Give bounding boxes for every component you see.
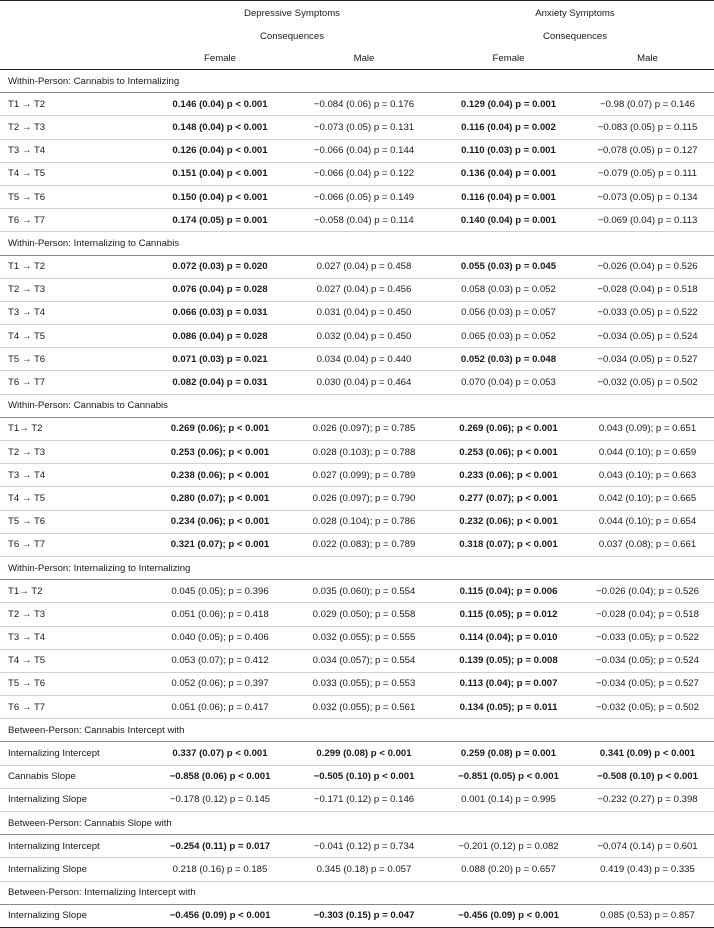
table-row (0, 139, 714, 162)
value-cell: 0.337 (0.07) p < 0.001 (148, 742, 292, 765)
value-cell: 0.058 (0.03) p = 0.052 (436, 278, 581, 301)
section-title: Within-Person: Internalizing to Internalizing (0, 556, 714, 579)
section-header (0, 232, 714, 255)
value-cell: 0.299 (0.08) p < 0.001 (292, 742, 436, 765)
value-cell: 0.139 (0.05); p = 0.008 (436, 649, 581, 672)
value-cell: 0.076 (0.04) p = 0.028 (148, 278, 292, 301)
value-cell: 0.126 (0.04) p < 0.001 (148, 139, 292, 162)
row-label: T5 → T6 (0, 348, 148, 371)
table-row (0, 255, 714, 278)
value-cell: −0.033 (0.05) p = 0.522 (581, 301, 714, 324)
value-cell: 0.129 (0.04) p = 0.001 (436, 93, 581, 116)
value-cell: 0.234 (0.06); p < 0.001 (148, 510, 292, 533)
value-cell: −0.303 (0.15) p = 0.047 (292, 904, 436, 927)
value-cell: −0.254 (0.11) p = 0.017 (148, 835, 292, 858)
value-cell: 0.136 (0.04) p = 0.001 (436, 162, 581, 185)
row-label: T3 → T4 (0, 139, 148, 162)
value-cell: 0.044 (0.10); p = 0.654 (581, 510, 714, 533)
row-label: T3 → T4 (0, 301, 148, 324)
value-cell: 0.070 (0.04) p = 0.053 (436, 371, 581, 394)
value-cell: 0.088 (0.20) p = 0.657 (436, 858, 581, 881)
value-cell: 0.086 (0.04) p = 0.028 (148, 325, 292, 348)
value-cell: 0.022 (0.083); p = 0.789 (292, 533, 436, 556)
value-cell: −0.066 (0.04) p = 0.144 (292, 139, 436, 162)
row-label: T2 → T3 (0, 278, 148, 301)
section-title: Within-Person: Cannabis to Internalizing (0, 70, 714, 93)
value-cell: 0.026 (0.097); p = 0.790 (292, 487, 436, 510)
table-row (0, 441, 714, 464)
value-cell: −0.066 (0.04) p = 0.122 (292, 162, 436, 185)
value-cell: 0.065 (0.03) p = 0.052 (436, 325, 581, 348)
value-cell: 0.030 (0.04) p = 0.464 (292, 371, 436, 394)
value-cell: 0.072 (0.03) p = 0.020 (148, 255, 292, 278)
value-cell: 0.232 (0.06); p < 0.001 (436, 510, 581, 533)
value-cell: 0.040 (0.05); p = 0.406 (148, 626, 292, 649)
table-row (0, 533, 714, 556)
table-row (0, 858, 714, 881)
row-label: T3 → T4 (0, 464, 148, 487)
value-cell: −0.026 (0.04); p = 0.526 (581, 580, 714, 603)
section-header (0, 719, 714, 742)
value-cell: 0.110 (0.03) p = 0.001 (436, 139, 581, 162)
header-male-depressive: Male (292, 47, 436, 70)
row-label: T4 → T5 (0, 162, 148, 185)
value-cell: 0.218 (0.16) p = 0.185 (148, 858, 292, 881)
value-cell: 0.082 (0.04) p = 0.031 (148, 371, 292, 394)
header-female-depressive: Female (148, 47, 292, 70)
value-cell: 0.238 (0.06); p < 0.001 (148, 464, 292, 487)
value-cell: 0.269 (0.06); p < 0.001 (436, 417, 581, 440)
value-cell: −0.171 (0.12) p = 0.146 (292, 788, 436, 811)
value-cell: 0.053 (0.07); p = 0.412 (148, 649, 292, 672)
value-cell: 0.043 (0.10); p = 0.663 (581, 464, 714, 487)
value-cell: 0.032 (0.055); p = 0.561 (292, 696, 436, 719)
row-label: T1 → T2 (0, 255, 148, 278)
table-row (0, 371, 714, 394)
table-row (0, 580, 714, 603)
value-cell: −0.033 (0.05); p = 0.522 (581, 626, 714, 649)
section-header (0, 394, 714, 417)
value-cell: 0.148 (0.04) p < 0.001 (148, 116, 292, 139)
row-label: T6 → T7 (0, 696, 148, 719)
table-row (0, 788, 714, 811)
row-label: T6 → T7 (0, 209, 148, 232)
value-cell: 0.001 (0.14) p = 0.995 (436, 788, 581, 811)
table-row (0, 904, 714, 927)
value-cell: 0.029 (0.050); p = 0.558 (292, 603, 436, 626)
value-cell: 0.027 (0.04) p = 0.458 (292, 255, 436, 278)
value-cell: 0.042 (0.10); p = 0.665 (581, 487, 714, 510)
row-label: T2 → T3 (0, 116, 148, 139)
header-corner (0, 1, 148, 29)
header-group-anxiety (436, 1, 714, 29)
value-cell: 0.151 (0.04) p < 0.001 (148, 162, 292, 185)
value-cell: −0.079 (0.05) p = 0.111 (581, 162, 714, 185)
value-cell: −0.083 (0.05) p = 0.115 (581, 116, 714, 139)
value-cell: 0.321 (0.07); p < 0.001 (148, 533, 292, 556)
value-cell: 0.115 (0.05); p = 0.012 (436, 603, 581, 626)
table-row (0, 649, 714, 672)
row-label: T4 → T5 (0, 325, 148, 348)
table-row (0, 162, 714, 185)
row-label: T6 → T7 (0, 371, 148, 394)
value-cell: −0.069 (0.04) p = 0.113 (581, 209, 714, 232)
value-cell: −0.178 (0.12) p = 0.145 (148, 788, 292, 811)
section-title: Between-Person: Internalizing Intercept with (0, 881, 714, 904)
table-row (0, 93, 714, 116)
value-cell: 0.150 (0.04) p < 0.001 (148, 185, 292, 208)
table-row (0, 278, 714, 301)
row-label: T5 → T6 (0, 672, 148, 695)
table-header (0, 1, 714, 70)
table-row (0, 487, 714, 510)
row-label: Internalizing Slope (0, 788, 148, 811)
value-cell: −0.505 (0.10) p < 0.001 (292, 765, 436, 788)
table-row (0, 672, 714, 695)
value-cell: 0.134 (0.05); p = 0.011 (436, 696, 581, 719)
value-cell: 0.052 (0.03) p = 0.048 (436, 348, 581, 371)
header-female-anxiety: Female (436, 47, 581, 70)
value-cell: −0.98 (0.07) p = 0.146 (581, 93, 714, 116)
table-row (0, 417, 714, 440)
value-cell: −0.078 (0.05) p = 0.127 (581, 139, 714, 162)
value-cell: −0.034 (0.05); p = 0.524 (581, 649, 714, 672)
value-cell: −0.034 (0.05); p = 0.527 (581, 672, 714, 695)
value-cell: 0.071 (0.03) p = 0.021 (148, 348, 292, 371)
value-cell: 0.115 (0.04); p = 0.006 (436, 580, 581, 603)
table-row (0, 696, 714, 719)
header-consequences-depressive (148, 28, 436, 47)
value-cell: 0.253 (0.06); p < 0.001 (436, 441, 581, 464)
table-row (0, 742, 714, 765)
row-label: T1→ T2 (0, 580, 148, 603)
value-cell: 0.277 (0.07); p < 0.001 (436, 487, 581, 510)
value-cell: 0.051 (0.06); p = 0.417 (148, 696, 292, 719)
section-header (0, 556, 714, 579)
value-cell: 0.027 (0.099); p = 0.789 (292, 464, 436, 487)
value-cell: −0.066 (0.05) p = 0.149 (292, 185, 436, 208)
row-label: T2 → T3 (0, 441, 148, 464)
value-cell: 0.116 (0.04) p = 0.002 (436, 116, 581, 139)
header-consequences-anxiety-label: Consequences (442, 28, 708, 47)
value-cell: −0.074 (0.14) p = 0.601 (581, 835, 714, 858)
value-cell: 0.032 (0.055); p = 0.555 (292, 626, 436, 649)
value-cell: 0.033 (0.055); p = 0.553 (292, 672, 436, 695)
value-cell: −0.073 (0.05) p = 0.134 (581, 185, 714, 208)
row-label: T5 → T6 (0, 185, 148, 208)
value-cell: 0.026 (0.097); p = 0.785 (292, 417, 436, 440)
value-cell: 0.032 (0.04) p = 0.450 (292, 325, 436, 348)
header-group-depressive (148, 1, 436, 29)
value-cell: −0.084 (0.06) p = 0.176 (292, 93, 436, 116)
section-title: Between-Person: Cannabis Slope with (0, 812, 714, 835)
value-cell: 0.043 (0.09); p = 0.651 (581, 417, 714, 440)
row-label: T1→ T2 (0, 417, 148, 440)
value-cell: −0.232 (0.27) p = 0.398 (581, 788, 714, 811)
table-row (0, 116, 714, 139)
value-cell: −0.508 (0.10) p < 0.001 (581, 765, 714, 788)
row-label: T4 → T5 (0, 649, 148, 672)
value-cell: 0.045 (0.05); p = 0.396 (148, 580, 292, 603)
value-cell: −0.058 (0.04) p = 0.114 (292, 209, 436, 232)
value-cell: 0.259 (0.08) p = 0.001 (436, 742, 581, 765)
table-row (0, 301, 714, 324)
value-cell: 0.140 (0.04) p = 0.001 (436, 209, 581, 232)
header-consequences-depressive-label: Consequences (154, 28, 430, 47)
value-cell: 0.044 (0.10); p = 0.659 (581, 441, 714, 464)
value-cell: 0.028 (0.103); p = 0.788 (292, 441, 436, 464)
value-cell: 0.116 (0.04) p = 0.001 (436, 185, 581, 208)
value-cell: −0.034 (0.05) p = 0.527 (581, 348, 714, 371)
value-cell: 0.031 (0.04) p = 0.450 (292, 301, 436, 324)
value-cell: 0.419 (0.43) p = 0.335 (581, 858, 714, 881)
row-label: T2 → T3 (0, 603, 148, 626)
value-cell: 0.113 (0.04); p = 0.007 (436, 672, 581, 695)
row-label: Internalizing Intercept (0, 742, 148, 765)
value-cell: −0.028 (0.04); p = 0.518 (581, 603, 714, 626)
value-cell: −0.456 (0.09) p < 0.001 (436, 904, 581, 927)
value-cell: 0.318 (0.07); p < 0.001 (436, 533, 581, 556)
table-row (0, 325, 714, 348)
value-cell: 0.028 (0.104); p = 0.786 (292, 510, 436, 533)
row-label: T5 → T6 (0, 510, 148, 533)
table-row (0, 603, 714, 626)
value-cell: 0.233 (0.06); p < 0.001 (436, 464, 581, 487)
table-row (0, 765, 714, 788)
value-cell: −0.026 (0.04) p = 0.526 (581, 255, 714, 278)
value-cell: 0.269 (0.06); p < 0.001 (148, 417, 292, 440)
value-cell: −0.858 (0.06) p < 0.001 (148, 765, 292, 788)
table-row (0, 209, 714, 232)
row-label: T1 → T2 (0, 93, 148, 116)
table-row (0, 348, 714, 371)
header-male-anxiety: Male (581, 47, 714, 70)
header-group-depressive-label: Depressive Symptoms (154, 1, 430, 29)
value-cell: −0.851 (0.05) p < 0.001 (436, 765, 581, 788)
section-title: Between-Person: Cannabis Intercept with (0, 719, 714, 742)
value-cell: 0.037 (0.08); p = 0.661 (581, 533, 714, 556)
value-cell: −0.201 (0.12) p = 0.082 (436, 835, 581, 858)
value-cell: 0.146 (0.04) p < 0.001 (148, 93, 292, 116)
row-label: T4 → T5 (0, 487, 148, 510)
value-cell: 0.052 (0.06); p = 0.397 (148, 672, 292, 695)
value-cell: 0.034 (0.04) p = 0.440 (292, 348, 436, 371)
section-header (0, 70, 714, 93)
value-cell: 0.034 (0.057); p = 0.554 (292, 649, 436, 672)
value-cell: −0.028 (0.04) p = 0.518 (581, 278, 714, 301)
table-row (0, 626, 714, 649)
value-cell: 0.174 (0.05) p = 0.001 (148, 209, 292, 232)
value-cell: 0.056 (0.03) p = 0.057 (436, 301, 581, 324)
header-spacer (0, 28, 148, 47)
table-row (0, 510, 714, 533)
value-cell: 0.055 (0.03) p = 0.045 (436, 255, 581, 278)
table-body (0, 70, 714, 928)
table-row (0, 185, 714, 208)
section-title: Within-Person: Internalizing to Cannabis (0, 232, 714, 255)
value-cell: 0.280 (0.07); p < 0.001 (148, 487, 292, 510)
value-cell: −0.034 (0.05) p = 0.524 (581, 325, 714, 348)
section-header (0, 812, 714, 835)
value-cell: 0.066 (0.03) p = 0.031 (148, 301, 292, 324)
row-label: T6 → T7 (0, 533, 148, 556)
value-cell: −0.456 (0.09) p < 0.001 (148, 904, 292, 927)
header-consequences-anxiety (436, 28, 714, 47)
row-label: Cannabis Slope (0, 765, 148, 788)
header-spacer (0, 47, 148, 70)
table-row (0, 835, 714, 858)
value-cell: 0.085 (0.53) p = 0.857 (581, 904, 714, 927)
section-title: Within-Person: Cannabis to Cannabis (0, 394, 714, 417)
value-cell: −0.032 (0.05); p = 0.502 (581, 696, 714, 719)
row-label: Internalizing Intercept (0, 835, 148, 858)
value-cell: 0.253 (0.06); p < 0.001 (148, 441, 292, 464)
row-label: Internalizing Slope (0, 858, 148, 881)
row-label: Internalizing Slope (0, 904, 148, 927)
value-cell: 0.341 (0.09) p < 0.001 (581, 742, 714, 765)
header-group-anxiety-label: Anxiety Symptoms (442, 1, 708, 29)
section-header (0, 881, 714, 904)
value-cell: 0.345 (0.18) p = 0.057 (292, 858, 436, 881)
value-cell: 0.051 (0.06); p = 0.418 (148, 603, 292, 626)
value-cell: −0.032 (0.05) p = 0.502 (581, 371, 714, 394)
row-label: T3 → T4 (0, 626, 148, 649)
value-cell: 0.035 (0.060); p = 0.554 (292, 580, 436, 603)
value-cell: 0.027 (0.04) p = 0.456 (292, 278, 436, 301)
value-cell: −0.073 (0.05) p = 0.131 (292, 116, 436, 139)
value-cell: −0.041 (0.12) p = 0.734 (292, 835, 436, 858)
value-cell: 0.114 (0.04); p = 0.010 (436, 626, 581, 649)
table-row (0, 464, 714, 487)
